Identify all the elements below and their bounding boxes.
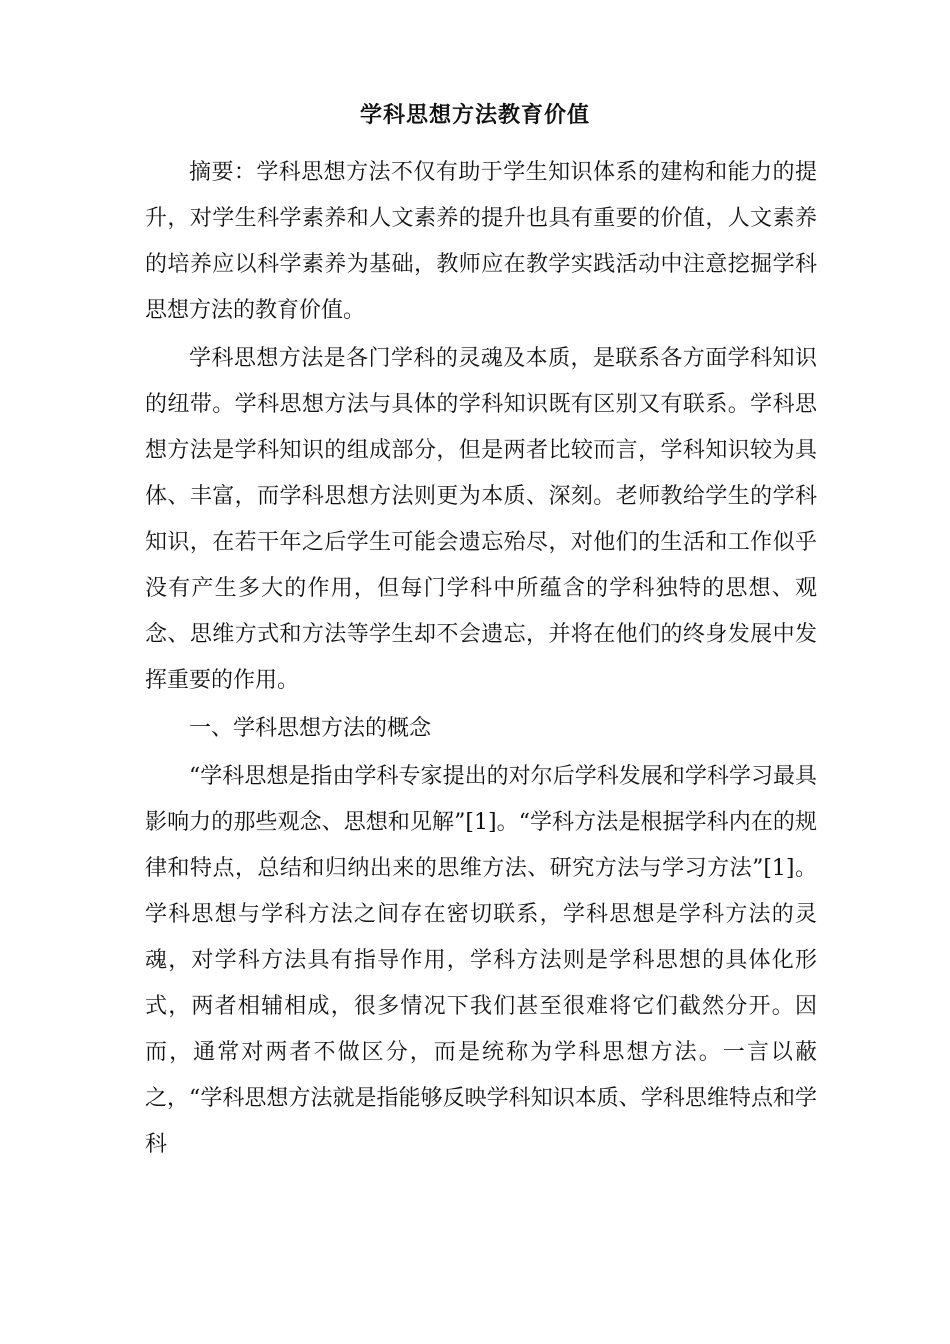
abstract-paragraph: 摘要：学科思想方法不仅有助于学生知识体系的建构和能力的提升，对学生科学素养和人文素养的提升也具有重要的价值，人文素养的培养应以科学素养为基础，教师应在教学实践活动中注意挖掘学科思想方法的教育价值。 (145, 160, 817, 323)
document-body (145, 150, 817, 1168)
body-paragraph: 学科思想方法是各门学科的灵魂及本质，是联系各方面学科知识的纽带。学科思想方法与具体的学科知识既有区别又有联系。学科思想方法是学科知识的组成部分，但是两者比较而言，学科知识较为具体、丰富，而学科思想方法则更为本质、深刻。老师教给学生的学科知识，在若干年之后学生可能会遗忘殆尽，对他们的生活和工作似乎没有产生多大的作用，但每门学科中所蕴含的学科独特的思想、观念、思维方式和方法等学生却不会遗忘，并将在他们的终身发展中发挥重要的作用。 (145, 346, 817, 693)
body-paragraph: “学科思想是指由学科专家提出的对尔后学科发展和学科学习最具影响力的那些观念、思想和见解”[1]。“学科方法是根据学科内在的规律和特点，总结和归纳出来的思维方法、研究方法与学习方法”[1]。学科思想与学科方法之间存在密切联系，学科思想是学科方法的灵魂，对学科方法具有指导作用，学科方法则是学科思想的具体化形式，两者相辅相成，很多情况下我们甚至很难将它们截然分开。因而，通常对两者不做区分，而是统称为学科思想方法。一言以蔽之，“学科思想方法就是指能够反映学科知识本质、学科思维特点和学科 (145, 764, 817, 1157)
section-heading: 一、学科思想方法的概念 (189, 716, 432, 741)
document-title: 学科思想方法教育价值 (359, 102, 590, 128)
